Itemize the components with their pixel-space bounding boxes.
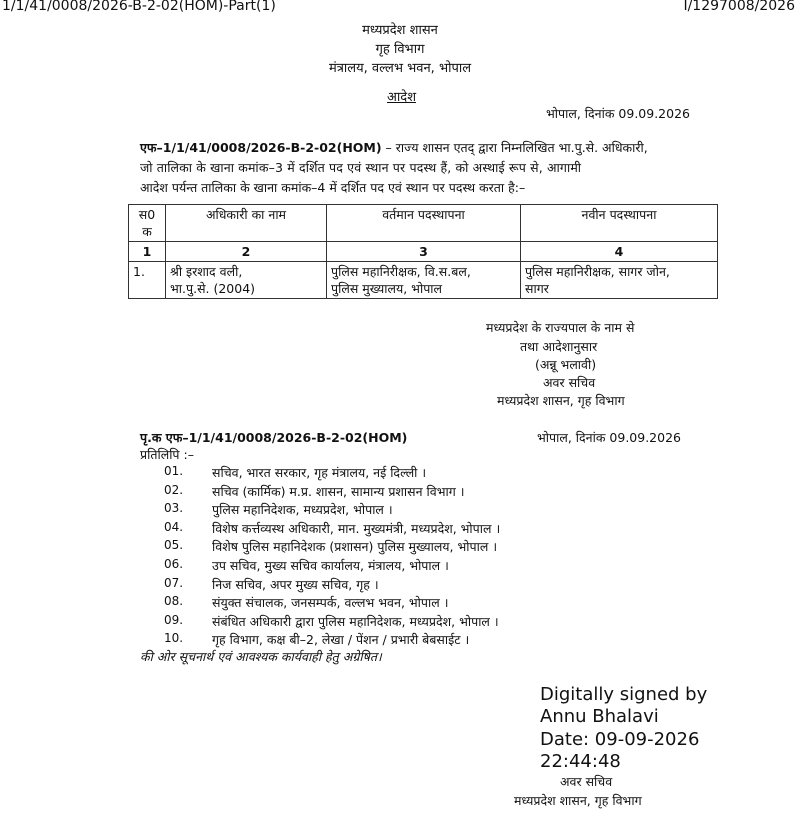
list-item-number: 09. [164, 613, 184, 627]
list-item: संयुक्त संचालक, जनसम्पर्क, वल्लभ भवन, भोपाल । [212, 595, 449, 610]
order-reference: एफ–1/1/41/0008/2026-B-2-02(HOM) [140, 140, 382, 155]
officer-name: श्री इरशाद वली, [170, 264, 243, 279]
list-item-number: 02. [164, 483, 184, 497]
order-paragraph-line2: जो तालिका के खाना कमांक–3 में दर्शित पद एवं स्थान पर पदस्थ हैं, को अस्थाई रूप से, आगामी [140, 160, 582, 175]
col-number: 2 [166, 242, 327, 262]
forward-note: की ओर सूचनार्थ एवं आवश्यक कार्यवाही हेतु अग्रेषित। [140, 649, 382, 664]
copy-to-label: प्रतिलिपि :– [140, 447, 194, 462]
list-item: विशेष कर्त्तव्यस्थ अधिकारी, मान. मुख्यमंत्री, मध्यप्रदेश, भोपाल । [212, 521, 501, 536]
col-number: 1 [129, 242, 166, 262]
file-reference: 1/1/41/0008/2026-B-2-02(HOM)-Part(1) [2, 0, 276, 14]
list-item-number: 05. [164, 538, 184, 552]
header-address: मंत्रालय, वल्लभ भवन, भोपाल [328, 61, 472, 76]
current-posting-line2: पुलिस मुख्यालय, भोपाल [331, 281, 443, 296]
current-posting-line1: पुलिस महानिरीक्षक, वि.स.बल, [331, 264, 471, 279]
order-paragraph-text1: – राज्य शासन एतद् द्वारा निम्नलिखित भा.पु.से. अधिकारी, [381, 140, 648, 155]
posting-table [128, 204, 718, 299]
order-date: भोपाल, दिनांक 09.09.2026 [546, 106, 690, 121]
endorsement-date: भोपाल, दिनांक 09.09.2026 [537, 430, 681, 445]
row-new-posting [521, 262, 718, 299]
endorsement-reference: पृ.क एफ–1/1/41/0008/2026-B-2-02(HOM) [140, 430, 408, 445]
officer-service: भा.पु.से. (2004) [170, 281, 256, 296]
list-item-number: 01. [164, 464, 184, 478]
digital-signature-date: Date: 09-09-2026 [540, 729, 700, 750]
list-item-number: 10. [164, 631, 184, 645]
list-item-number: 08. [164, 594, 184, 608]
list-item: गृह विभाग, कक्ष बी–2, लेखा / पेंशन / प्रभारी बेबसाईट । [212, 632, 470, 647]
list-item: उप सचिव, मुख्य सचिव कार्यालय, मंत्रालय, भोपाल । [212, 558, 449, 573]
header-government: मध्यप्रदेश शासन [362, 23, 438, 38]
order-title: आदेश [387, 90, 417, 105]
col-number: 3 [327, 242, 521, 262]
digital-signature-line1: Digitally signed by [540, 684, 708, 705]
new-posting-line2: सागर [525, 281, 549, 296]
order-paragraph-line3: आदेश पर्यन्त तालिका के खाना कमांक–4 में दर्शित पद एवं स्थान पर पदस्थ करता है:– [140, 180, 526, 195]
signatory-name: (अन्नू भलावी) [535, 357, 597, 372]
digital-signature-time: 22:44:48 [540, 751, 621, 772]
col-header-current: वर्तमान पदस्थापना [327, 205, 521, 242]
list-item: सचिव (कार्मिक) म.प्र. शासन, सामान्य प्रशासन विभाग । [212, 484, 465, 499]
row-sno: 1. [129, 262, 166, 299]
authority-line1: मध्यप्रदेश के राज्यपाल के नाम से [486, 320, 635, 335]
digital-signature-signer: Annu Bhalavi [540, 706, 659, 727]
footer-designation: अवर सचिव [560, 774, 613, 789]
col-header-sno: स0 क [129, 205, 166, 242]
col-header-new: नवीन पदस्थापना [521, 205, 718, 242]
new-posting-line1: पुलिस महानिरीक्षक, सागर जोन, [525, 264, 670, 279]
list-item-number: 06. [164, 557, 184, 571]
list-item-number: 07. [164, 576, 184, 590]
list-item: सचिव, भारत सरकार, गृह मंत्रालय, नई दिल्ली । [212, 465, 427, 480]
header-department: गृह विभाग [375, 42, 425, 57]
table-row [129, 262, 718, 299]
order-paragraph-line1 [140, 139, 648, 156]
row-officer-name [166, 262, 327, 299]
row-current-posting [327, 262, 521, 299]
list-item-number: 04. [164, 520, 184, 534]
table-number-row [129, 242, 718, 262]
list-item: पुलिस महानिदेशक, मध्यप्रदेश, भोपाल । [212, 502, 393, 517]
document-id: I/1297008/2026 [683, 0, 795, 14]
signatory-designation: अवर सचिव [543, 375, 596, 390]
col-header-name: अधिकारी का नाम [166, 205, 327, 242]
col-number: 4 [521, 242, 718, 262]
table-header-row [129, 205, 718, 242]
signatory-department: मध्यप्रदेश शासन, गृह विभाग [497, 393, 625, 408]
footer-department: मध्यप्रदेश शासन, गृह विभाग [514, 793, 642, 808]
authority-line2: तथा आदेशानुसार [520, 339, 598, 354]
list-item: विशेष पुलिस महानिदेशक (प्रशासन) पुलिस मुख्यालय, भोपाल । [212, 539, 498, 554]
list-item-number: 03. [164, 501, 184, 515]
list-item: संबंधित अधिकारी द्वारा पुलिस महानिदेशक, मध्यप्रदेश, भोपाल । [212, 614, 499, 629]
list-item: निज सचिव, अपर मुख्य सचिव, गृह । [212, 577, 379, 592]
